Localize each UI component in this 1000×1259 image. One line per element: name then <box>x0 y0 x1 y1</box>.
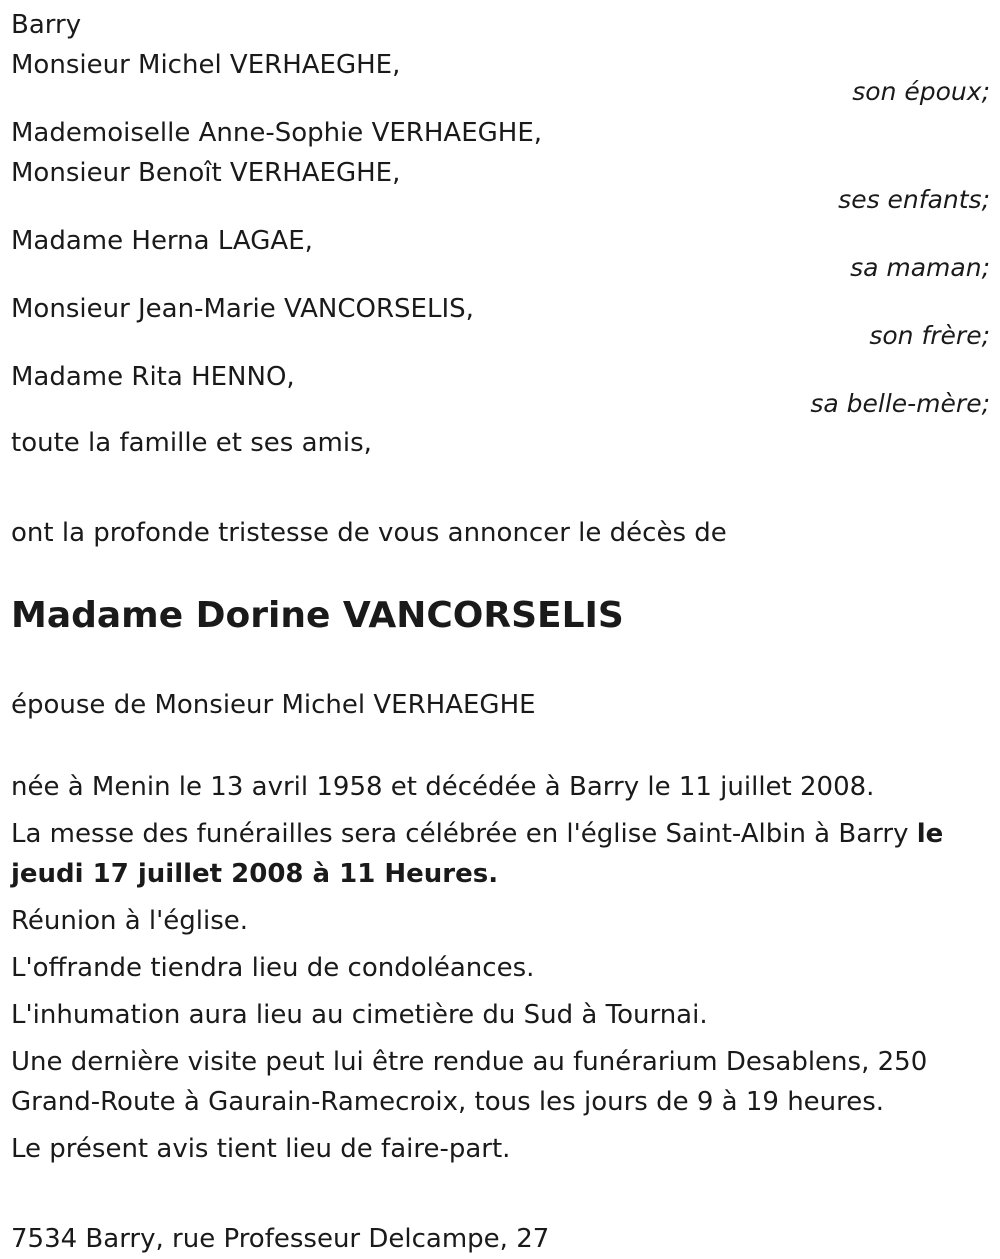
offering-line: L'offrande tiendra lieu de condoléances. <box>11 953 535 983</box>
spouse-line: épouse de Monsieur Michel VERHAEGHE <box>11 690 536 720</box>
family-entry-mother-in-law <box>11 357 990 419</box>
family-name: Mademoiselle Anne-Sophie VERHAEGHE, <box>11 118 543 148</box>
family-name: Madame Herna LAGAE, <box>11 226 313 256</box>
family-relation: sa belle-mère; <box>810 389 990 418</box>
family-entry-spouse <box>11 45 990 107</box>
family-relation: son frère; <box>869 321 990 350</box>
family-entry-mother <box>11 221 990 283</box>
address-line: 7534 Barry, rue Professeur Delcampe, 27 <box>11 1224 550 1254</box>
mass-text: La messe des funérailles sera célébrée en l'église Saint-Albin à Barry <box>11 819 909 849</box>
family-entry-brother <box>11 289 990 351</box>
family-list <box>11 45 990 419</box>
deceased-name: Madame Dorine VANCORSELIS <box>11 595 624 636</box>
family-name: Monsieur Michel VERHAEGHE, <box>11 50 401 80</box>
family-relation: ses enfants; <box>838 185 990 214</box>
mass-date: le jeudi 17 juillet 2008 à 11 Heures. <box>11 819 944 889</box>
family-entry-children <box>11 113 990 215</box>
others-line: toute la famille et ses amis, <box>11 428 372 458</box>
family-name: Madame Rita HENNO, <box>11 362 295 392</box>
family-relation: son époux; <box>852 77 990 106</box>
burial-line: L'inhumation aura lieu au cimetière du Sud à Tournai. <box>11 1000 708 1030</box>
visit-paragraph: Une dernière visite peut lui être rendue au funérarium Desablens, 250 Grand-Route à Gaurain-Ramecroix, tous les jours de 9 à 19 heures. <box>11 1047 928 1117</box>
announcement: ont la profonde tristesse de vous annoncer le décès de <box>11 518 727 548</box>
birth-death-line: née à Menin le 13 avril 1958 et décédée à Barry le 11 juillet 2008. <box>11 772 875 802</box>
family-name: Monsieur Jean-Marie VANCORSELIS, <box>11 294 474 324</box>
reunion-line: Réunion à l'église. <box>11 906 249 936</box>
family-relation: sa maman; <box>850 253 990 282</box>
location-top: Barry <box>11 10 82 40</box>
notice-line: Le présent avis tient lieu de faire-part. <box>11 1134 511 1164</box>
mass-paragraph <box>11 814 990 894</box>
family-name: Monsieur Benoît VERHAEGHE, <box>11 158 401 188</box>
